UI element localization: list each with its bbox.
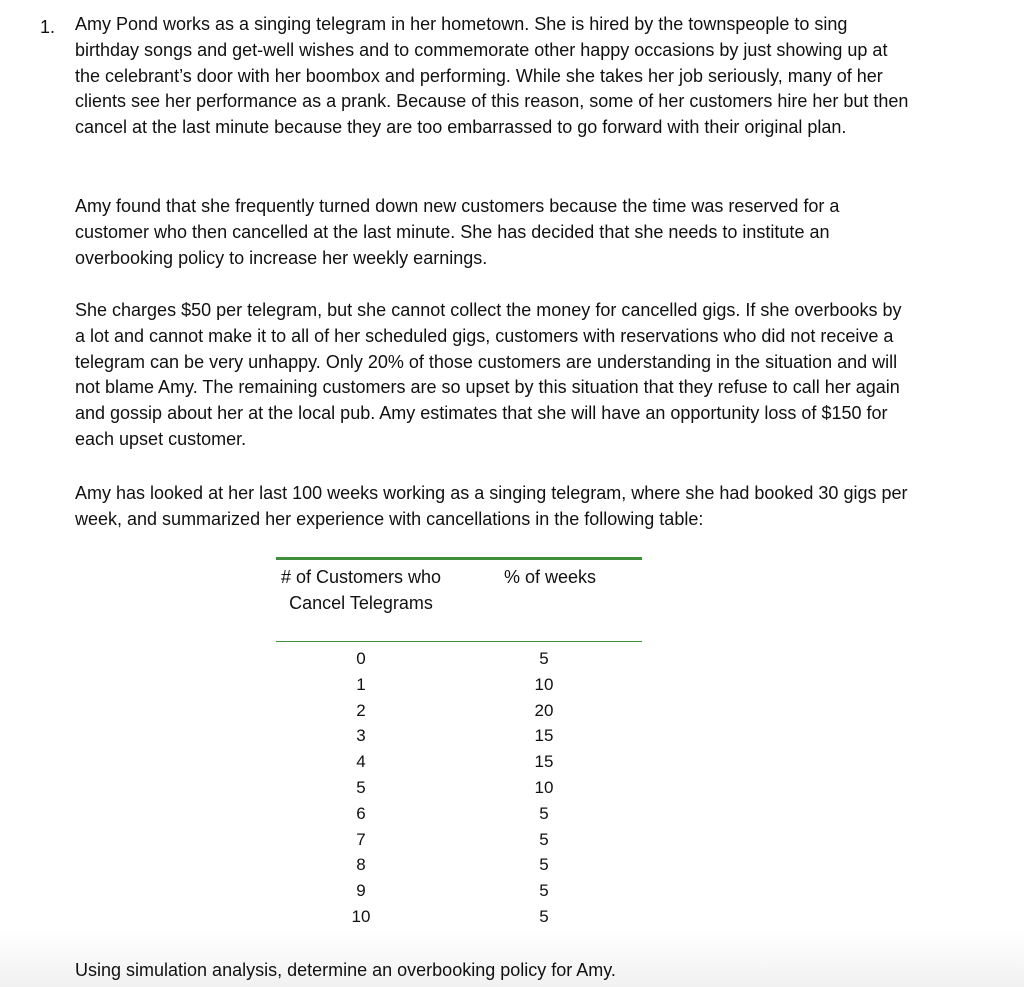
cell-percent-weeks: 5 — [539, 803, 549, 823]
cell-percent-weeks: 5 — [539, 881, 549, 901]
paragraph-cancellations: Amy found that she frequently turned down new customers because the time was reserved for a customer who then cancelled at the last minute. She has decided that she needs to institute an overbooking policy to increase her weekly earnings. — [75, 196, 840, 268]
cell-customers-cancel: 1 — [356, 674, 366, 694]
table-row — [276, 723, 642, 749]
question-number: 1. — [40, 17, 56, 37]
cell-percent-weeks: 5 — [539, 649, 549, 668]
closing-instruction: Using simulation analysis, determine an overbooking policy for Amy. — [75, 960, 616, 980]
table-row — [276, 646, 642, 672]
cell-percent-weeks: 5 — [539, 855, 549, 875]
header-percent-weeks: % of weeks — [503, 567, 597, 587]
cell-customers-cancel: 9 — [356, 881, 366, 901]
table-header — [276, 560, 642, 641]
table-row — [276, 672, 642, 698]
header-customers-cancel: # of Customers who Cancel Telegrams — [280, 567, 442, 613]
paragraph-intro: Amy Pond works as a singing telegram in her hometown. She is hired by the townspeople to sing birthday songs and get-well wishes and to commemorate other happy occasions by just showing up at the celebrant’s door with her boombox and performing. While she takes her job seriously, many of her clients see her performance as a prank. Because of this reason, some of her customers hire her but then cancel at the last minute because they are too embarrassed to go forward with their original plan. — [75, 14, 909, 138]
table-body — [276, 642, 642, 934]
table-row — [276, 827, 642, 853]
cell-customers-cancel: 0 — [356, 649, 366, 668]
cell-percent-weeks: 20 — [534, 700, 554, 720]
cell-customers-cancel: 5 — [356, 777, 366, 797]
cell-customers-cancel: 7 — [356, 829, 366, 849]
cell-percent-weeks: 15 — [534, 726, 554, 746]
cell-customers-cancel: 2 — [356, 700, 366, 720]
cell-customers-cancel: 3 — [356, 726, 366, 746]
paragraph-pricing: She charges $50 per telegram, but she cannot collect the money for cancelled gigs. If she overbooks by a lot and cannot make it to all of her scheduled gigs, customers with reservations who did not receive a telegram can be very unhappy. Only 20% of those customers are understanding in the situation and will not blame Amy. The remaining customers are so upset by this situation that they refuse to call her again and gossip about her at the local pub. Amy estimates that she will have an opportunity loss of $150 for each upset customer. — [75, 300, 902, 449]
table-row — [276, 852, 642, 878]
table-row — [276, 801, 642, 827]
table-row — [276, 878, 642, 904]
cell-percent-weeks: 10 — [534, 777, 554, 797]
cell-customers-cancel: 6 — [356, 803, 366, 823]
table-row — [276, 749, 642, 775]
table-row — [276, 775, 642, 801]
cell-percent-weeks: 10 — [534, 674, 554, 694]
table-row — [276, 698, 642, 724]
cell-percent-weeks: 5 — [539, 906, 549, 926]
cell-customers-cancel: 8 — [356, 855, 366, 875]
cell-percent-weeks: 5 — [539, 829, 549, 849]
cell-customers-cancel: 4 — [356, 752, 366, 772]
cell-percent-weeks: 15 — [534, 752, 554, 772]
cancellation-table — [276, 557, 642, 937]
paragraph-history: Amy has looked at her last 100 weeks working as a singing telegram, where she had booked 30 gigs per week, and summarized her experience with cancellations in the following table: — [75, 483, 908, 529]
table-row — [276, 904, 642, 930]
cell-customers-cancel: 10 — [351, 906, 371, 926]
